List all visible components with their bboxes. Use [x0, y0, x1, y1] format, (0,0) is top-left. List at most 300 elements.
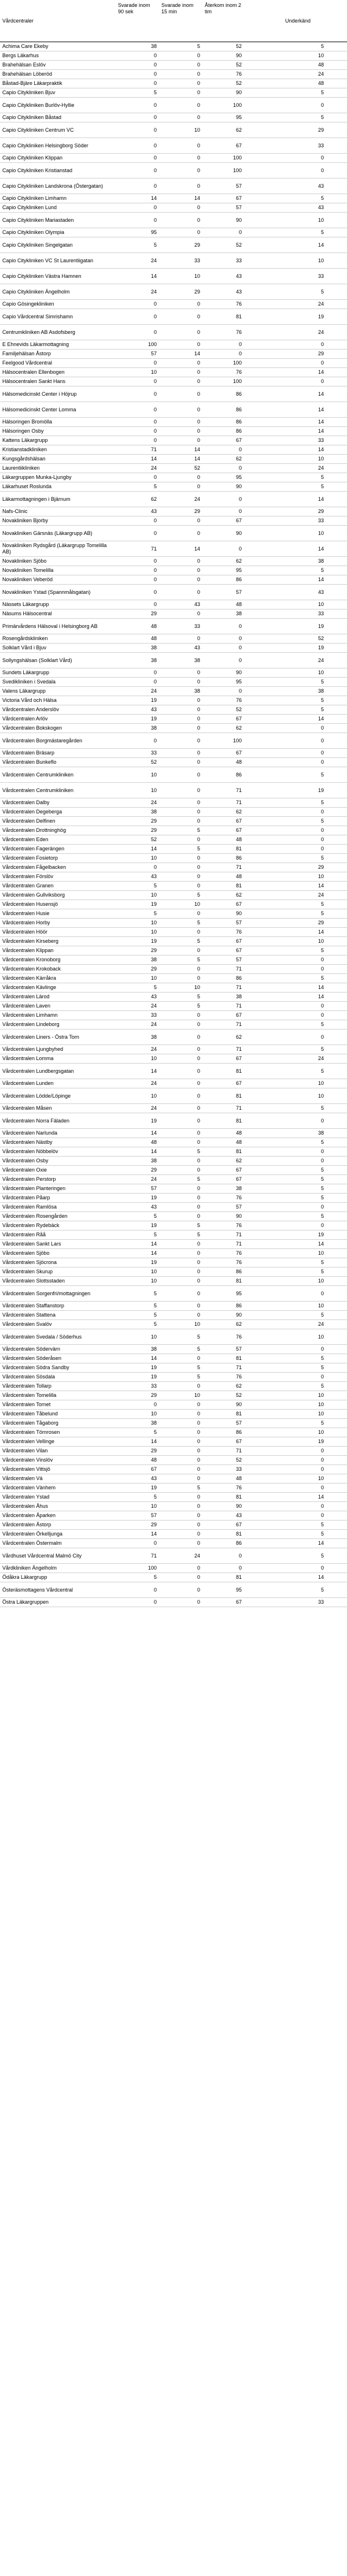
- cell-underkand: 10: [249, 1391, 347, 1400]
- cell-aterkom-2-tim: 48: [202, 1474, 249, 1484]
- cell-underkand: 33: [249, 516, 347, 526]
- cell-underkand: 14: [249, 541, 347, 557]
- cell-aterkom-2-tim: 86: [202, 402, 249, 418]
- cell-svarade-90-sek: 19: [116, 900, 159, 909]
- cell-svarade-90-sek: 71: [116, 541, 159, 557]
- cell-svarade-15-min: 0: [159, 1045, 202, 1054]
- cell-svarade-15-min: 0: [159, 1138, 202, 1147]
- table-row: [0, 891, 347, 900]
- table-row: [0, 783, 347, 798]
- cell-svarade-90-sek: 5: [116, 909, 159, 919]
- cell-svarade-90-sek: 10: [116, 1329, 159, 1345]
- cell-underkand: 0: [249, 1511, 347, 1521]
- cell-underkand: 0: [249, 1456, 347, 1465]
- cell-svarade-90-sek: 14: [116, 194, 159, 203]
- cell-name: Vårdcentralen Törnrosen: [0, 1428, 116, 1437]
- cell-underkand: 24: [249, 1320, 347, 1329]
- cell-name: Hälsocentralen Ellenbogen: [0, 368, 116, 377]
- cell-underkand: 5: [249, 42, 347, 51]
- cell-aterkom-2-tim: 62: [202, 1029, 249, 1045]
- cell-name: Vårdcentralen Eden: [0, 835, 116, 845]
- cell-svarade-15-min: 0: [159, 402, 202, 418]
- cell-aterkom-2-tim: 43: [202, 269, 249, 284]
- cell-underkand: 14: [249, 1573, 347, 1582]
- cell-aterkom-2-tim: 86: [202, 386, 249, 402]
- cell-svarade-15-min: 5: [159, 1484, 202, 1493]
- cell-svarade-15-min: 0: [159, 1088, 202, 1104]
- cell-svarade-15-min: 0: [159, 835, 202, 845]
- cell-aterkom-2-tim: 90: [202, 1400, 249, 1410]
- cell-aterkom-2-tim: 95: [202, 1582, 249, 1598]
- cell-name: Capio Citykliniken Centrum VC: [0, 122, 116, 138]
- cell-aterkom-2-tim: 0: [202, 1548, 249, 1564]
- cell-svarade-15-min: 5: [159, 1373, 202, 1382]
- cell-aterkom-2-tim: 43: [202, 284, 249, 300]
- cell-svarade-15-min: 0: [159, 854, 202, 863]
- table-row: [0, 845, 347, 854]
- cell-svarade-15-min: 0: [159, 79, 202, 88]
- table-row: [0, 340, 347, 350]
- cell-name: Vårdcentralen Tornet: [0, 1400, 116, 1410]
- cell-underkand: 0: [249, 154, 347, 163]
- header-aterkom-2-tim: Återkom inom 2 tim: [202, 0, 249, 42]
- table-row: [0, 705, 347, 715]
- table-row: [0, 359, 347, 368]
- cell-svarade-90-sek: 0: [116, 122, 159, 138]
- cell-underkand: 0: [249, 845, 347, 854]
- cell-underkand: 0: [249, 163, 347, 179]
- cell-aterkom-2-tim: 67: [202, 138, 249, 154]
- cell-aterkom-2-tim: 57: [202, 179, 249, 194]
- cell-name: Vårdcentralen Fagerängen: [0, 845, 116, 854]
- cell-name: Rosengårdskliniken: [0, 634, 116, 644]
- cell-underkand: 5: [249, 854, 347, 863]
- table-row: [0, 1354, 347, 1363]
- cell-svarade-15-min: 0: [159, 609, 202, 619]
- table-row: [0, 1521, 347, 1530]
- cell-svarade-90-sek: 62: [116, 492, 159, 507]
- table-row: [0, 1502, 347, 1511]
- cell-aterkom-2-tim: 57: [202, 956, 249, 965]
- table-row: [0, 79, 347, 88]
- cell-name: Ödåkra Läkargrupp: [0, 1573, 116, 1582]
- cell-aterkom-2-tim: 81: [202, 1147, 249, 1157]
- cell-aterkom-2-tim: 0: [202, 634, 249, 644]
- cell-underkand: 14: [249, 1240, 347, 1249]
- cell-aterkom-2-tim: 76: [202, 1258, 249, 1267]
- cell-svarade-90-sek: 5: [116, 1493, 159, 1502]
- cell-name: Vårdcentralen Svedala / Söderhus: [0, 1329, 116, 1345]
- cell-underkand: 0: [249, 1465, 347, 1474]
- table-row: [0, 1373, 347, 1382]
- cell-svarade-90-sek: 0: [116, 386, 159, 402]
- cell-name: Vårdcentralen Bunkeflo: [0, 758, 116, 767]
- cell-svarade-15-min: 5: [159, 937, 202, 946]
- cell-name: Vårdcentralen Lödde/Löpinge: [0, 1088, 116, 1104]
- cell-aterkom-2-tim: 0: [202, 507, 249, 516]
- cell-aterkom-2-tim: 52: [202, 237, 249, 253]
- cell-aterkom-2-tim: 76: [202, 928, 249, 937]
- cell-aterkom-2-tim: 71: [202, 965, 249, 974]
- cell-aterkom-2-tim: 100: [202, 377, 249, 386]
- cell-underkand: 5: [249, 1020, 347, 1029]
- cell-underkand: 10: [249, 1428, 347, 1437]
- cell-aterkom-2-tim: 76: [202, 1484, 249, 1493]
- cell-underkand: 5: [249, 1175, 347, 1184]
- cell-svarade-90-sek: 38: [116, 724, 159, 733]
- cell-name: Vårdcentralen Slottsstaden: [0, 1277, 116, 1286]
- cell-aterkom-2-tim: 0: [202, 228, 249, 237]
- cell-aterkom-2-tim: 71: [202, 1240, 249, 1249]
- cell-svarade-90-sek: 48: [116, 619, 159, 634]
- cell-svarade-15-min: 5: [159, 891, 202, 900]
- table-row: [0, 1221, 347, 1231]
- cell-svarade-90-sek: 0: [116, 678, 159, 687]
- cell-svarade-15-min: 0: [159, 1456, 202, 1465]
- cell-aterkom-2-tim: 90: [202, 1502, 249, 1511]
- cell-aterkom-2-tim: 48: [202, 1138, 249, 1147]
- cell-svarade-15-min: 10: [159, 900, 202, 909]
- cell-name: Vårdcentralen Kärråkra: [0, 974, 116, 983]
- table-row: [0, 1258, 347, 1267]
- cell-svarade-90-sek: 24: [116, 687, 159, 696]
- cell-aterkom-2-tim: 71: [202, 1045, 249, 1054]
- cell-name: Vårdcentralen Planteringen: [0, 1184, 116, 1194]
- cell-name: Läkarhuset Roslunda: [0, 482, 116, 492]
- table-row: [0, 1002, 347, 1011]
- table-row: [0, 1020, 347, 1029]
- cell-name: Kattens Läkargrupp: [0, 436, 116, 445]
- cell-svarade-90-sek: 10: [116, 854, 159, 863]
- table-row: [0, 1064, 347, 1079]
- cell-name: Vårdcentralen Arlöv: [0, 715, 116, 724]
- cell-aterkom-2-tim: 57: [202, 919, 249, 928]
- cell-svarade-15-min: 0: [159, 340, 202, 350]
- cell-aterkom-2-tim: 62: [202, 455, 249, 464]
- cell-aterkom-2-tim: 86: [202, 1302, 249, 1311]
- cell-name: E Ehnevids Läkarmottagning: [0, 340, 116, 350]
- table-row: [0, 368, 347, 377]
- cell-svarade-15-min: 10: [159, 1391, 202, 1400]
- table-row: [0, 1329, 347, 1345]
- table-row: [0, 1539, 347, 1548]
- table-row: [0, 377, 347, 386]
- cell-svarade-90-sek: 38: [116, 1029, 159, 1045]
- table-row: [0, 668, 347, 678]
- cell-aterkom-2-tim: 81: [202, 1064, 249, 1079]
- table-row: [0, 993, 347, 1002]
- cell-underkand: 38: [249, 557, 347, 566]
- cell-underkand: 5: [249, 88, 347, 98]
- cell-aterkom-2-tim: 0: [202, 644, 249, 653]
- cell-name: Vårdcentralen Råå: [0, 1231, 116, 1240]
- cell-svarade-15-min: 0: [159, 575, 202, 585]
- cell-svarade-90-sek: 24: [116, 1002, 159, 1011]
- cell-svarade-90-sek: 0: [116, 1598, 159, 1607]
- table-row: [0, 1104, 347, 1113]
- cell-svarade-90-sek: 0: [116, 436, 159, 445]
- cell-svarade-15-min: 0: [159, 526, 202, 541]
- cell-name: Novakliniken Veberöd: [0, 575, 116, 585]
- cell-underkand: 24: [249, 1054, 347, 1064]
- cell-aterkom-2-tim: 76: [202, 70, 249, 79]
- cell-svarade-90-sek: 14: [116, 1147, 159, 1157]
- table-row: [0, 51, 347, 61]
- cell-svarade-15-min: 0: [159, 749, 202, 758]
- cell-underkand: 24: [249, 70, 347, 79]
- cell-svarade-15-min: 43: [159, 600, 202, 609]
- cell-svarade-90-sek: 24: [116, 1020, 159, 1029]
- cell-name: Novakliniken Gärsnäs (Läkargrupp AB): [0, 526, 116, 541]
- table-row: [0, 269, 347, 284]
- cell-aterkom-2-tim: 48: [202, 835, 249, 845]
- cell-underkand: 5: [249, 228, 347, 237]
- cell-aterkom-2-tim: 71: [202, 783, 249, 798]
- cell-svarade-15-min: 0: [159, 882, 202, 891]
- cell-underkand: 24: [249, 464, 347, 473]
- cell-name: Östra Läkargruppen: [0, 1598, 116, 1607]
- cell-aterkom-2-tim: 48: [202, 872, 249, 882]
- cell-underkand: 0: [249, 98, 347, 113]
- cell-aterkom-2-tim: 48: [202, 758, 249, 767]
- cell-underkand: 0: [249, 1029, 347, 1045]
- table-row: [0, 1419, 347, 1428]
- cell-name: Vårdcentralen Vilan: [0, 1447, 116, 1456]
- cell-aterkom-2-tim: 100: [202, 359, 249, 368]
- cell-svarade-90-sek: 43: [116, 705, 159, 715]
- cell-aterkom-2-tim: 57: [202, 1419, 249, 1428]
- table-row: [0, 138, 347, 154]
- cell-svarade-90-sek: 0: [116, 600, 159, 609]
- cell-svarade-90-sek: 0: [116, 98, 159, 113]
- cell-svarade-90-sek: 5: [116, 1311, 159, 1320]
- table-row: [0, 122, 347, 138]
- cell-aterkom-2-tim: 81: [202, 882, 249, 891]
- cell-aterkom-2-tim: 90: [202, 526, 249, 541]
- cell-underkand: 14: [249, 715, 347, 724]
- cell-name: Vårdcentralen Krokoback: [0, 965, 116, 974]
- cell-underkand: 10: [249, 600, 347, 609]
- cell-svarade-15-min: 0: [159, 909, 202, 919]
- cell-svarade-15-min: 0: [159, 309, 202, 325]
- cell-svarade-90-sek: 0: [116, 154, 159, 163]
- cell-aterkom-2-tim: 67: [202, 1166, 249, 1175]
- cell-underkand: 10: [249, 1400, 347, 1410]
- cell-underkand: 5: [249, 678, 347, 687]
- cell-svarade-15-min: 0: [159, 70, 202, 79]
- cell-svarade-15-min: 0: [159, 1573, 202, 1582]
- cell-name: Vårdcentralen Södervärn: [0, 1345, 116, 1354]
- table-row: [0, 696, 347, 705]
- cell-aterkom-2-tim: 38: [202, 1184, 249, 1194]
- cell-underkand: 14: [249, 882, 347, 891]
- cell-name: Båstad-Bjäre Läkarpraktik: [0, 79, 116, 88]
- table-row: [0, 619, 347, 634]
- cell-aterkom-2-tim: 62: [202, 891, 249, 900]
- cell-name: Vårdcentralen Delfinen: [0, 817, 116, 826]
- table-row: [0, 1286, 347, 1302]
- cell-underkand: 5: [249, 566, 347, 575]
- table-row: [0, 113, 347, 122]
- cell-underkand: 5: [249, 1267, 347, 1277]
- cell-svarade-90-sek: 43: [116, 1474, 159, 1484]
- cell-svarade-15-min: 0: [159, 767, 202, 783]
- cell-aterkom-2-tim: 76: [202, 325, 249, 340]
- cell-underkand: 0: [249, 1157, 347, 1166]
- table-row: [0, 386, 347, 402]
- cell-underkand: 0: [249, 340, 347, 350]
- cell-svarade-90-sek: 38: [116, 1419, 159, 1428]
- table-row: [0, 798, 347, 808]
- cell-underkand: 14: [249, 575, 347, 585]
- cell-svarade-90-sek: 29: [116, 609, 159, 619]
- cell-svarade-90-sek: 29: [116, 965, 159, 974]
- cell-underkand: 14: [249, 1493, 347, 1502]
- cell-svarade-15-min: 0: [159, 1382, 202, 1391]
- cell-svarade-15-min: 5: [159, 1221, 202, 1231]
- cell-underkand: 19: [249, 619, 347, 634]
- cell-name: Vårdcentralen Horby: [0, 919, 116, 928]
- cell-svarade-15-min: 10: [159, 122, 202, 138]
- cell-name: Vårdcentralen Nöbbelöv: [0, 1147, 116, 1157]
- cell-aterkom-2-tim: 38: [202, 609, 249, 619]
- cell-aterkom-2-tim: 48: [202, 600, 249, 609]
- cell-name: Sundets Läkargrupp: [0, 668, 116, 678]
- cell-underkand: 19: [249, 1231, 347, 1240]
- cell-svarade-15-min: 5: [159, 1231, 202, 1240]
- cell-aterkom-2-tim: 86: [202, 1428, 249, 1437]
- table-row: [0, 1267, 347, 1277]
- cell-aterkom-2-tim: 86: [202, 427, 249, 436]
- cell-aterkom-2-tim: 71: [202, 1447, 249, 1456]
- cell-aterkom-2-tim: 67: [202, 937, 249, 946]
- table-row: [0, 455, 347, 464]
- cell-aterkom-2-tim: 76: [202, 300, 249, 309]
- cell-aterkom-2-tim: 0: [202, 464, 249, 473]
- cell-name: Familjehälsan Åstorp: [0, 350, 116, 359]
- cell-svarade-15-min: 0: [159, 1020, 202, 1029]
- cell-name: Novakliniken Ystad (Spannmålsgatan): [0, 585, 116, 600]
- cell-name: Vårdcentralen Laven: [0, 1002, 116, 1011]
- cell-name: Vårdcentralen Påarp: [0, 1194, 116, 1203]
- table-row: [0, 427, 347, 436]
- table-row: [0, 1382, 347, 1391]
- table-row: [0, 507, 347, 516]
- cell-name: Läkarmottagningen i Bjärnum: [0, 492, 116, 507]
- cell-svarade-15-min: 0: [159, 1539, 202, 1548]
- cell-underkand: 10: [249, 455, 347, 464]
- cell-svarade-90-sek: 29: [116, 817, 159, 826]
- cell-underkand: 5: [249, 696, 347, 705]
- cell-aterkom-2-tim: 81: [202, 1277, 249, 1286]
- cell-name: Vårdcentralen Norra Fäladen: [0, 1113, 116, 1129]
- cell-svarade-90-sek: 19: [116, 1373, 159, 1382]
- cell-svarade-90-sek: 24: [116, 798, 159, 808]
- cell-svarade-90-sek: 0: [116, 733, 159, 749]
- cell-svarade-15-min: 14: [159, 541, 202, 557]
- cell-svarade-15-min: 0: [159, 696, 202, 705]
- cell-name: Vårdcentralen Nästby: [0, 1138, 116, 1147]
- cell-underkand: 10: [249, 872, 347, 882]
- cell-aterkom-2-tim: 90: [202, 482, 249, 492]
- cell-svarade-90-sek: 10: [116, 919, 159, 928]
- cell-underkand: 0: [249, 1221, 347, 1231]
- cell-name: Solklart Vård i Bjuv: [0, 644, 116, 653]
- cell-svarade-15-min: 0: [159, 154, 202, 163]
- cell-aterkom-2-tim: 95: [202, 1286, 249, 1302]
- cell-aterkom-2-tim: 71: [202, 1002, 249, 1011]
- cell-svarade-90-sek: 19: [116, 715, 159, 724]
- cell-svarade-15-min: 0: [159, 1064, 202, 1079]
- cell-svarade-15-min: 14: [159, 445, 202, 455]
- table-row: [0, 749, 347, 758]
- cell-svarade-15-min: 0: [159, 113, 202, 122]
- cell-name: Vårdcentralen Ystad: [0, 1493, 116, 1502]
- cell-svarade-15-min: 0: [159, 325, 202, 340]
- cell-svarade-15-min: 0: [159, 1582, 202, 1598]
- table-row: [0, 541, 347, 557]
- table-row: [0, 300, 347, 309]
- cell-aterkom-2-tim: 52: [202, 1456, 249, 1465]
- cell-svarade-90-sek: 14: [116, 1240, 159, 1249]
- cell-svarade-15-min: 5: [159, 919, 202, 928]
- cell-aterkom-2-tim: 0: [202, 340, 249, 350]
- cell-name: Vårdcentralen Södra Sandby: [0, 1363, 116, 1373]
- cell-svarade-90-sek: 0: [116, 418, 159, 427]
- cell-underkand: 5: [249, 909, 347, 919]
- cell-svarade-90-sek: 0: [116, 557, 159, 566]
- cell-underkand: 0: [249, 1113, 347, 1129]
- cell-name: Vårdcentralen Vä: [0, 1474, 116, 1484]
- cell-underkand: 5: [249, 1419, 347, 1428]
- cell-underkand: 10: [249, 526, 347, 541]
- cell-svarade-15-min: 5: [159, 1002, 202, 1011]
- cell-svarade-15-min: 0: [159, 1286, 202, 1302]
- cell-aterkom-2-tim: 95: [202, 113, 249, 122]
- cell-svarade-90-sek: 5: [116, 1286, 159, 1302]
- cell-svarade-90-sek: 0: [116, 163, 159, 179]
- cell-name: Capio Citykliniken Olympia: [0, 228, 116, 237]
- cell-svarade-15-min: 0: [159, 1113, 202, 1129]
- table-row: [0, 1113, 347, 1129]
- table-row: [0, 1147, 347, 1157]
- cell-svarade-90-sek: 14: [116, 1249, 159, 1258]
- table-row: [0, 1231, 347, 1240]
- cell-svarade-15-min: 0: [159, 1212, 202, 1221]
- cell-svarade-90-sek: 24: [116, 1045, 159, 1054]
- cell-svarade-90-sek: 100: [116, 1564, 159, 1573]
- table-row: [0, 644, 347, 653]
- cell-aterkom-2-tim: 90: [202, 51, 249, 61]
- cell-name: Hälsomedicinskt Center i Höjrup: [0, 386, 116, 402]
- cell-svarade-15-min: 5: [159, 956, 202, 965]
- cell-underkand: 33: [249, 1598, 347, 1607]
- cell-svarade-15-min: 0: [159, 1054, 202, 1064]
- cell-name: Centrumkliniken AB Asdofsberg: [0, 325, 116, 340]
- cell-svarade-90-sek: 19: [116, 696, 159, 705]
- cell-svarade-15-min: 0: [159, 1011, 202, 1020]
- cell-name: Vårdcentralen Sankt Lars: [0, 1240, 116, 1249]
- table-row: [0, 98, 347, 113]
- cell-underkand: 10: [249, 937, 347, 946]
- header-underkand: Underkänd: [249, 0, 347, 42]
- cell-name: Primärvårdens Hälsoval i Helsingborg AB: [0, 619, 116, 634]
- cell-svarade-15-min: 0: [159, 817, 202, 826]
- cell-underkand: 14: [249, 993, 347, 1002]
- cell-name: Vårdcentralen Svalöv: [0, 1320, 116, 1329]
- cell-aterkom-2-tim: 57: [202, 585, 249, 600]
- table-row: [0, 863, 347, 872]
